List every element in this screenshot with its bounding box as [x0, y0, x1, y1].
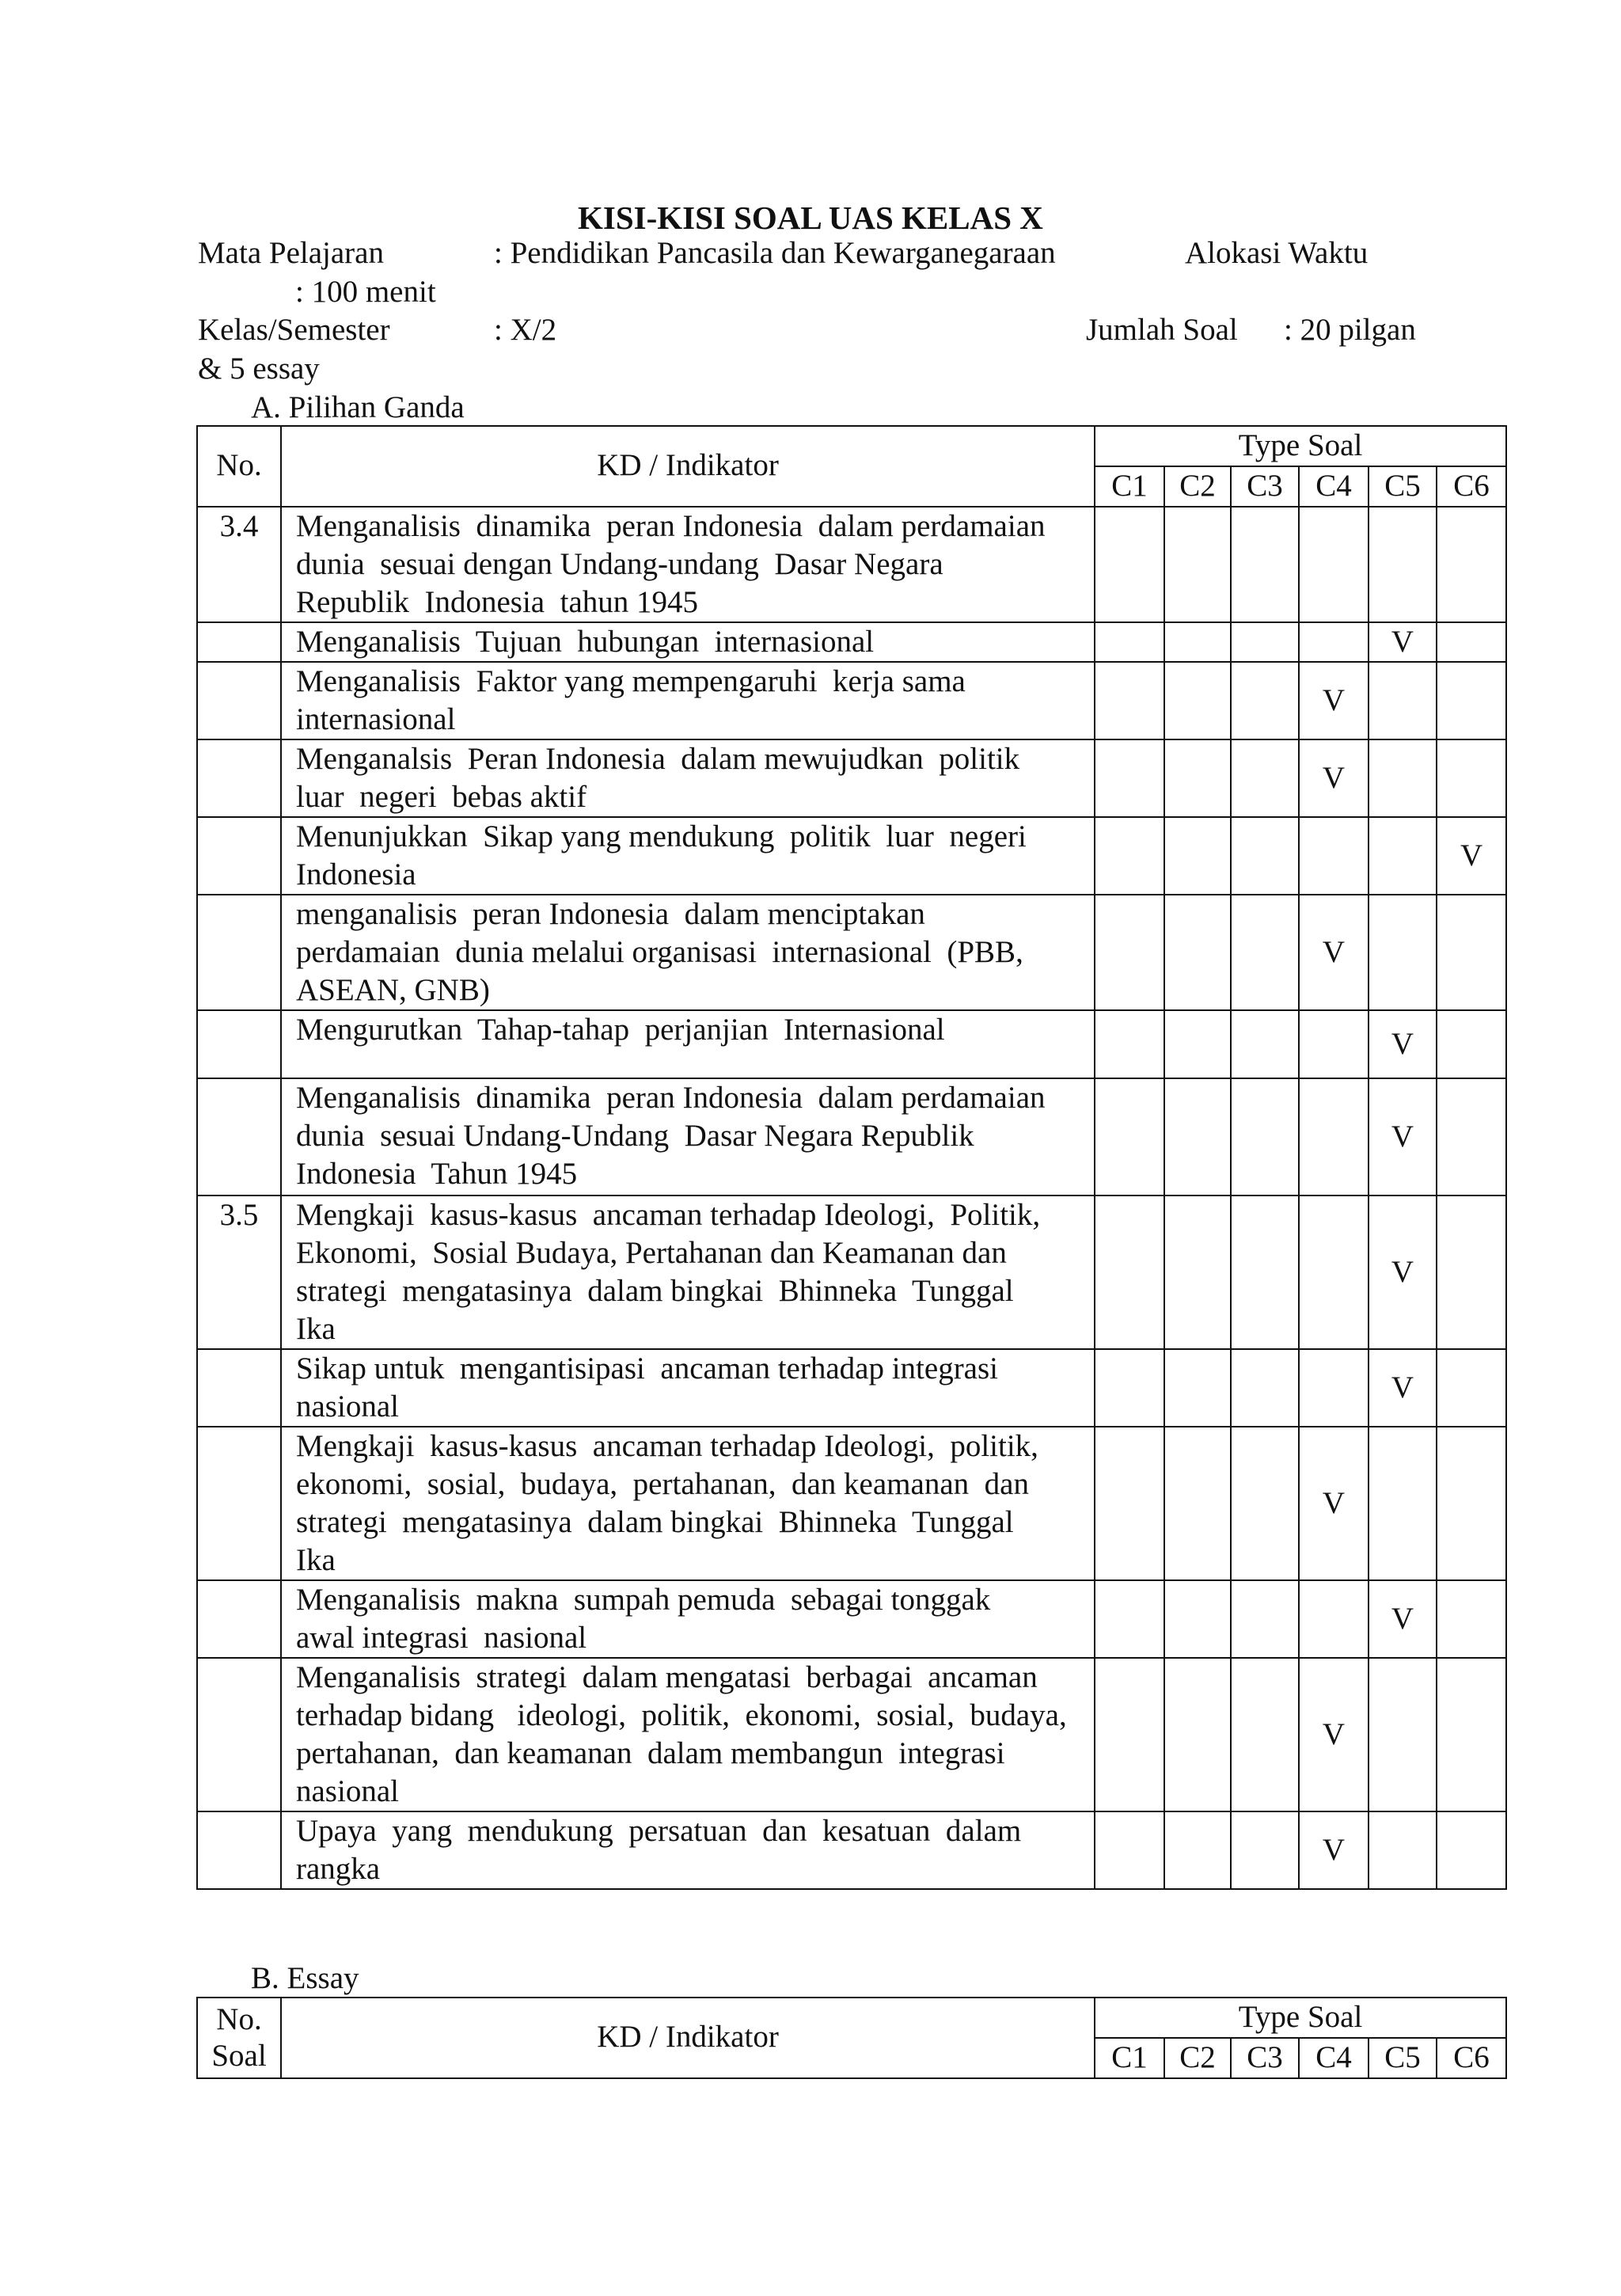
- indikator-line: Menganalisis Faktor yang mempengaruhi kerja sama: [296, 664, 966, 699]
- indikator-line: nasional: [296, 1389, 399, 1424]
- level-cell-c4: [1299, 1078, 1369, 1196]
- header-c3: C3: [1231, 2038, 1299, 2078]
- indikator-line: Ika: [296, 1543, 336, 1578]
- indikator-cell: [281, 739, 1095, 817]
- level-cell-c5: [1369, 1580, 1437, 1658]
- kd-number: [197, 739, 281, 817]
- table-row: [197, 1349, 1506, 1427]
- kd-number: [197, 1010, 281, 1078]
- level-cell-c1: [1095, 662, 1164, 739]
- level-cell-c6: [1437, 1349, 1506, 1427]
- level-cell-c2: [1164, 507, 1231, 622]
- indikator-cell: [281, 1427, 1095, 1580]
- indikator-line: nasional: [296, 1774, 399, 1809]
- essay-table: [196, 1997, 1507, 2079]
- table-row: [197, 895, 1506, 1010]
- level-cell-c4: [1299, 1427, 1369, 1580]
- check-mark: V: [1322, 1832, 1346, 1867]
- header-c6: C6: [1437, 466, 1506, 507]
- indikator-line: Menganalisis dinamika peran Indonesia dalam perdamaian: [296, 1081, 1046, 1116]
- indikator-line: Menganalisis dinamika peran Indonesia dalam perdamaian: [296, 508, 1046, 543]
- level-cell-c5: [1369, 739, 1437, 817]
- level-cell-c1: [1095, 1811, 1164, 1889]
- indikator-line: Mengkaji kasus-kasus ancaman terhadap Ideologi, politik,: [296, 1429, 1038, 1464]
- level-cell-c3: [1231, 1580, 1299, 1658]
- jumlah-soal-value: : 20 pilgan: [1284, 313, 1416, 347]
- table-row: [197, 1196, 1506, 1349]
- header-no: No.: [197, 426, 281, 507]
- indikator-line: ASEAN, GNB): [296, 973, 490, 1008]
- indikator-cell: [281, 622, 1095, 663]
- level-cell-c2: [1164, 1580, 1231, 1658]
- level-cell-c4: [1299, 739, 1369, 817]
- level-cell-c1: [1095, 507, 1164, 622]
- alokasi-waktu-label: Alokasi Waktu: [1185, 236, 1369, 270]
- header-no-soal-line2: Soal: [211, 2038, 267, 2073]
- level-cell-c3: [1231, 662, 1299, 739]
- level-cell-c2: [1164, 895, 1231, 1010]
- level-cell-c1: [1095, 817, 1164, 895]
- level-cell-c4: [1299, 507, 1369, 622]
- indikator-line: perdamaian dunia melalui organisasi internasional (PBB,: [296, 935, 1023, 970]
- level-cell-c4: [1299, 1658, 1369, 1811]
- level-cell-c4: [1299, 1811, 1369, 1889]
- level-cell-c2: [1164, 1010, 1231, 1078]
- table-row: [197, 1658, 1506, 1811]
- kd-number: [197, 1427, 281, 1580]
- level-cell-c1: [1095, 1196, 1164, 1349]
- check-mark: V: [1391, 1254, 1414, 1289]
- indikator-line: terhadap bidang ideologi, politik, ekonomi, sosial, budaya,: [296, 1698, 1067, 1733]
- header-no-soal: [197, 1998, 281, 2078]
- level-cell-c3: [1231, 622, 1299, 663]
- mata-pelajaran-value: : Pendidikan Pancasila dan Kewarganegaraan: [494, 236, 1056, 270]
- level-cell-c3: [1231, 1811, 1299, 1889]
- table-row: [197, 662, 1506, 739]
- level-cell-c5: [1369, 1078, 1437, 1196]
- level-cell-c6: [1437, 1010, 1506, 1078]
- level-cell-c6: [1437, 817, 1506, 895]
- level-cell-c1: [1095, 622, 1164, 663]
- level-cell-c3: [1231, 1349, 1299, 1427]
- kd-number: [197, 1658, 281, 1811]
- table-row: [197, 817, 1506, 895]
- jumlah-soal-label: Jumlah Soal: [1086, 313, 1238, 347]
- kd-number: [197, 895, 281, 1010]
- level-cell-c6: [1437, 739, 1506, 817]
- check-mark: V: [1322, 934, 1346, 969]
- level-cell-c1: [1095, 1427, 1164, 1580]
- indikator-line: strategi mengatasinya dalam bingkai Bhinneka Tunggal: [296, 1505, 1014, 1540]
- indikator-cell: [281, 662, 1095, 739]
- check-mark: V: [1322, 1485, 1346, 1520]
- level-cell-c6: [1437, 507, 1506, 622]
- indikator-line: dunia sesuai dengan Undang-undang Dasar Negara: [296, 546, 943, 581]
- indikator-line: Menganalisis Tujuan hubungan internasional: [296, 624, 875, 659]
- section-b-heading: B. Essay: [251, 1961, 359, 1995]
- level-cell-c3: [1231, 739, 1299, 817]
- level-cell-c6: [1437, 622, 1506, 663]
- indikator-cell: [281, 1580, 1095, 1658]
- kd-number: 3.5: [197, 1196, 281, 1349]
- table-row: [197, 622, 1506, 663]
- indikator-line: ekonomi, sosial, budaya, pertahanan, dan keamanan dan: [296, 1467, 1029, 1502]
- level-cell-c1: [1095, 1580, 1164, 1658]
- level-cell-c4: [1299, 1010, 1369, 1078]
- level-cell-c4: [1299, 662, 1369, 739]
- header-c6: C6: [1437, 2038, 1506, 2078]
- indikator-line: Indonesia: [296, 857, 416, 892]
- level-cell-c4: [1299, 622, 1369, 663]
- level-cell-c2: [1164, 622, 1231, 663]
- check-mark: V: [1322, 1716, 1346, 1751]
- level-cell-c3: [1231, 1010, 1299, 1078]
- indikator-line: Indonesia Tahun 1945: [296, 1157, 578, 1192]
- level-cell-c2: [1164, 662, 1231, 739]
- check-mark: V: [1322, 682, 1346, 717]
- header-c5: C5: [1369, 466, 1437, 507]
- level-cell-c6: [1437, 1196, 1506, 1349]
- level-cell-c5: [1369, 1427, 1437, 1580]
- level-cell-c5: [1369, 1349, 1437, 1427]
- check-mark: V: [1391, 1601, 1414, 1636]
- level-cell-c5: [1369, 662, 1437, 739]
- check-mark: V: [1391, 1119, 1414, 1154]
- level-cell-c6: [1437, 1078, 1506, 1196]
- header-c3: C3: [1231, 466, 1299, 507]
- level-cell-c6: [1437, 895, 1506, 1010]
- level-cell-c6: [1437, 662, 1506, 739]
- indikator-cell: [281, 1196, 1095, 1349]
- kd-number: [197, 1580, 281, 1658]
- level-cell-c6: [1437, 1580, 1506, 1658]
- level-cell-c5: [1369, 1658, 1437, 1811]
- indikator-line: Menganalisis strategi dalam mengatasi berbagai ancaman: [296, 1660, 1038, 1695]
- level-cell-c4: [1299, 1349, 1369, 1427]
- level-cell-c2: [1164, 1811, 1231, 1889]
- level-cell-c4: [1299, 817, 1369, 895]
- indikator-cell: [281, 507, 1095, 622]
- indikator-line: Mengurutkan Tahap-tahap perjanjian Internasional: [296, 1013, 945, 1047]
- header-c2: C2: [1164, 466, 1231, 507]
- level-cell-c5: [1369, 895, 1437, 1010]
- table-row: [197, 1010, 1506, 1078]
- indikator-line: Mengkaji kasus-kasus ancaman terhadap Ideologi, Politik,: [296, 1198, 1041, 1233]
- level-cell-c1: [1095, 1010, 1164, 1078]
- level-cell-c6: [1437, 1811, 1506, 1889]
- indikator-line: menganalisis peran Indonesia dalam menciptakan: [296, 897, 925, 932]
- header-c2: C2: [1164, 2038, 1231, 2078]
- indikator-cell: [281, 1349, 1095, 1427]
- alokasi-waktu-value: : 100 menit: [295, 275, 436, 309]
- page-title: KISI-KISI SOAL UAS KELAS X: [578, 200, 1043, 236]
- level-cell-c5: [1369, 1811, 1437, 1889]
- indikator-line: rangka: [296, 1852, 381, 1887]
- check-mark: V: [1322, 760, 1346, 795]
- kd-number: 3.4: [197, 507, 281, 622]
- header-type-soal: Type Soal: [1095, 426, 1506, 466]
- check-mark: V: [1391, 624, 1414, 659]
- level-cell-c1: [1095, 1658, 1164, 1811]
- table-row: [197, 1811, 1506, 1889]
- indikator-line: awal integrasi nasional: [296, 1621, 587, 1655]
- header-c1: C1: [1095, 466, 1164, 507]
- level-cell-c2: [1164, 1658, 1231, 1811]
- pilihan-ganda-table: [196, 425, 1507, 1890]
- level-cell-c3: [1231, 1658, 1299, 1811]
- level-cell-c5: [1369, 1010, 1437, 1078]
- table-row: [197, 507, 1506, 622]
- check-mark: V: [1460, 838, 1483, 872]
- level-cell-c2: [1164, 1078, 1231, 1196]
- header-c4: C4: [1299, 466, 1369, 507]
- level-cell-c4: [1299, 1580, 1369, 1658]
- jumlah-soal-value-cont: & 5 essay: [198, 352, 320, 386]
- table-row: [197, 1427, 1506, 1580]
- kd-number: [197, 1811, 281, 1889]
- header-c4: C4: [1299, 2038, 1369, 2078]
- header-no-soal-line1: No.: [216, 2001, 262, 2036]
- indikator-line: Menganalisis makna sumpah pemuda sebagai tonggak: [296, 1583, 991, 1617]
- level-cell-c1: [1095, 1078, 1164, 1196]
- indikator-cell: [281, 1658, 1095, 1811]
- indikator-line: Menganalsis Peran Indonesia dalam mewujudkan politik: [296, 742, 1020, 777]
- level-cell-c2: [1164, 1349, 1231, 1427]
- section-a-heading: A. Pilihan Ganda: [251, 390, 465, 424]
- level-cell-c4: [1299, 1196, 1369, 1349]
- check-mark: V: [1391, 1370, 1414, 1405]
- level-cell-c5: [1369, 622, 1437, 663]
- level-cell-c3: [1231, 1196, 1299, 1349]
- indikator-cell: [281, 895, 1095, 1010]
- indikator-cell: [281, 817, 1095, 895]
- indikator-line: Menunjukkan Sikap yang mendukung politik luar negeri: [296, 819, 1027, 854]
- indikator-line: Sikap untuk mengantisipasi ancaman terhadap integrasi: [296, 1351, 999, 1386]
- level-cell-c5: [1369, 1196, 1437, 1349]
- level-cell-c1: [1095, 895, 1164, 1010]
- level-cell-c6: [1437, 1427, 1506, 1580]
- kd-number: [197, 1349, 281, 1427]
- indikator-cell: [281, 1811, 1095, 1889]
- header-type-soal: Type Soal: [1095, 1998, 1506, 2038]
- kd-number: [197, 1078, 281, 1196]
- indikator-line: strategi mengatasinya dalam bingkai Bhinneka Tunggal: [296, 1274, 1014, 1309]
- level-cell-c2: [1164, 739, 1231, 817]
- table-row: [197, 1078, 1506, 1196]
- level-cell-c3: [1231, 1427, 1299, 1580]
- indikator-line: dunia sesuai Undang-Undang Dasar Negara Republik: [296, 1119, 974, 1154]
- check-mark: V: [1391, 1026, 1414, 1061]
- header-c5: C5: [1369, 2038, 1437, 2078]
- indikator-line: Ika: [296, 1312, 336, 1347]
- mata-pelajaran-label: Mata Pelajaran: [198, 236, 384, 270]
- header-kd-indikator: KD / Indikator: [281, 1998, 1095, 2078]
- kd-number: [197, 817, 281, 895]
- indikator-line: pertahanan, dan keamanan dalam membangun integrasi: [296, 1736, 1005, 1771]
- level-cell-c2: [1164, 1427, 1231, 1580]
- header-kd-indikator: KD / Indikator: [281, 426, 1095, 507]
- indikator-cell: [281, 1078, 1095, 1196]
- table-row: [197, 1580, 1506, 1658]
- indikator-line: luar negeri bebas aktif: [296, 780, 587, 815]
- indikator-line: Ekonomi, Sosial Budaya, Pertahanan dan Keamanan dan: [296, 1236, 1007, 1271]
- level-cell-c5: [1369, 507, 1437, 622]
- kd-number: [197, 622, 281, 663]
- indikator-line: internasional: [296, 702, 456, 737]
- level-cell-c4: [1299, 895, 1369, 1010]
- level-cell-c1: [1095, 739, 1164, 817]
- kd-number: [197, 662, 281, 739]
- level-cell-c6: [1437, 1658, 1506, 1811]
- table-row: [197, 739, 1506, 817]
- indikator-cell: [281, 1010, 1095, 1078]
- level-cell-c5: [1369, 817, 1437, 895]
- level-cell-c2: [1164, 1196, 1231, 1349]
- indikator-line: Republik Indonesia tahun 1945: [296, 584, 699, 619]
- indikator-line: Upaya yang mendukung persatuan dan kesatuan dalam: [296, 1814, 1022, 1849]
- level-cell-c3: [1231, 507, 1299, 622]
- header-c1: C1: [1095, 2038, 1164, 2078]
- level-cell-c1: [1095, 1349, 1164, 1427]
- kelas-semester-value: : X/2: [494, 313, 557, 347]
- level-cell-c3: [1231, 895, 1299, 1010]
- level-cell-c3: [1231, 817, 1299, 895]
- level-cell-c2: [1164, 817, 1231, 895]
- level-cell-c3: [1231, 1078, 1299, 1196]
- kelas-semester-label: Kelas/Semester: [198, 313, 390, 347]
